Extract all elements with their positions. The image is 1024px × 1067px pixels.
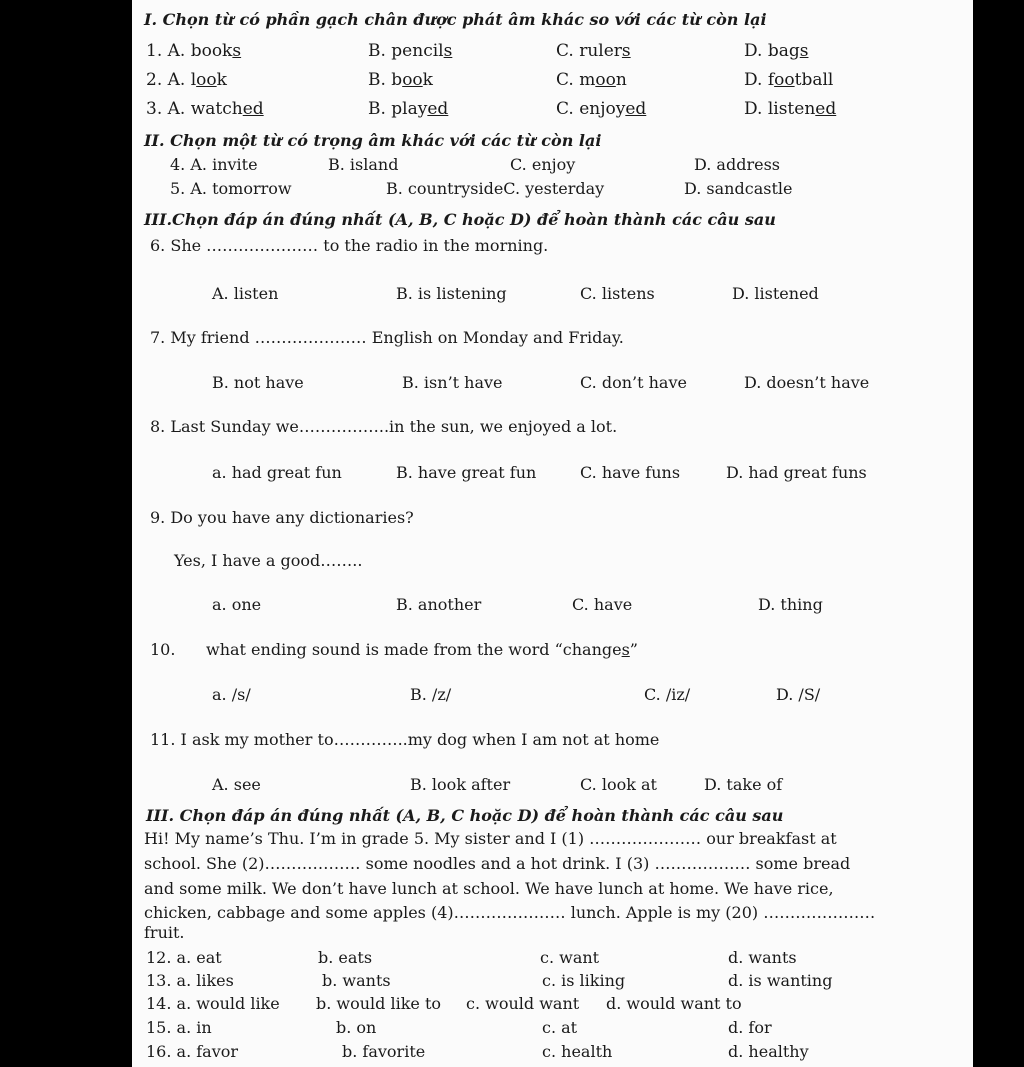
q8-option-a: a. had great fun bbox=[212, 463, 342, 482]
q9-option-c: C. have bbox=[572, 595, 633, 614]
q13-option-d: d. is wanting bbox=[728, 971, 833, 990]
q10-option-b: B. /z/ bbox=[410, 685, 452, 704]
q11-option-b: B. look after bbox=[410, 775, 511, 794]
q7-option-d: D. doesn’t have bbox=[744, 373, 870, 392]
q15-option-b: b. on bbox=[336, 1018, 377, 1037]
q12-option-b: b. eats bbox=[318, 948, 373, 967]
q12-option-c: c. want bbox=[540, 948, 600, 967]
q16-option-d: d. healthy bbox=[728, 1042, 809, 1061]
q16-option-a: 16. a. favor bbox=[146, 1042, 239, 1061]
q4-option-a: 4. A. invite bbox=[170, 155, 258, 174]
passage-line-3: and some milk. We don’t have lunch at school. We have lunch at home. We have rice, bbox=[144, 879, 834, 898]
q11-option-c: C. look at bbox=[580, 775, 657, 794]
q2-option-d: D. football bbox=[744, 70, 834, 90]
q9-stem: 9. Do you have any dictionaries? bbox=[150, 508, 414, 527]
q5-option-d: D. sandcastle bbox=[684, 179, 793, 198]
q3-option-d: D. listened bbox=[744, 99, 837, 119]
q5-option-bc: B. countrysideC. yesterday bbox=[386, 179, 605, 198]
section-3-heading: III.Chọn đáp án đúng nhất (A, B, C hoặc D) để hoàn thành các câu sau bbox=[144, 210, 776, 229]
worksheet-page bbox=[132, 0, 973, 1067]
q16-option-c: c. health bbox=[542, 1042, 613, 1061]
q9-option-a: a. one bbox=[212, 595, 262, 614]
q12-option-a: 12. a. eat bbox=[146, 948, 222, 967]
q8-option-b: B. have great fun bbox=[396, 463, 537, 482]
q2-option-a: 2. A. look bbox=[146, 70, 227, 90]
q14-option-d: d. would want to bbox=[606, 994, 742, 1013]
q6-option-d: D. listened bbox=[732, 284, 819, 303]
q11-option-d: D. take of bbox=[704, 775, 783, 794]
q15-option-d: d. for bbox=[728, 1018, 772, 1037]
q9-answer-line: Yes, I have a good…….. bbox=[174, 551, 363, 570]
passage-line-2: school. She (2)……………… some noodles and a hot drink. I (3) ……………… some bread bbox=[144, 854, 851, 873]
passage-line-1: Hi! My name’s Thu. I’m in grade 5. My sister and I (1) ………………… our breakfast at bbox=[144, 829, 837, 848]
q14-option-b: b. would like to bbox=[316, 994, 442, 1013]
q8-option-d: D. had great funs bbox=[726, 463, 867, 482]
q1-option-c: C. rulers bbox=[556, 41, 631, 61]
q16-option-b: b. favorite bbox=[342, 1042, 426, 1061]
q6-option-a: A. listen bbox=[212, 284, 279, 303]
section-4-heading: III. Chọn đáp án đúng nhất (A, B, C hoặc D) để hoàn thành các câu sau bbox=[146, 806, 784, 825]
q8-stem: 8. Last Sunday we……………..in the sun, we enjoyed a lot. bbox=[150, 417, 618, 436]
q6-option-c: C. listens bbox=[580, 284, 655, 303]
q4-option-c: C. enjoy bbox=[510, 155, 576, 174]
passage-line-4: chicken, cabbage and some apples (4)………………… lunch. Apple is my (20) ………………… bbox=[144, 903, 876, 922]
q4-option-b: B. island bbox=[328, 155, 399, 174]
q6-stem: 6. She ………………… to the radio in the morning. bbox=[150, 236, 549, 255]
q7-stem: 7. My friend ………………… English on Monday and Friday. bbox=[150, 328, 624, 347]
q15-option-c: c. at bbox=[542, 1018, 578, 1037]
q15-option-a: 15. a. in bbox=[146, 1018, 212, 1037]
q14-option-a: 14. a. would like bbox=[146, 994, 280, 1013]
q8-option-c: C. have funs bbox=[580, 463, 681, 482]
q12-option-d: d. wants bbox=[728, 948, 797, 967]
q13-option-a: 13. a. likes bbox=[146, 971, 234, 990]
q6-option-b: B. is listening bbox=[396, 284, 507, 303]
q9-option-b: B. another bbox=[396, 595, 482, 614]
q10-option-c: C. /iz/ bbox=[644, 685, 691, 704]
q3-option-b: B. played bbox=[368, 99, 449, 119]
q10-option-a: a. /s/ bbox=[212, 685, 251, 704]
q3-option-a: 3. A. watched bbox=[146, 99, 264, 119]
q10-stem: what ending sound is made from the word “changes” bbox=[206, 640, 638, 659]
q2-option-c: C. moon bbox=[556, 70, 627, 90]
q9-option-d: D. thing bbox=[758, 595, 823, 614]
q7-option-c: C. don’t have bbox=[580, 373, 687, 392]
q7-option-b: B. isn’t have bbox=[402, 373, 503, 392]
q11-option-a: A. see bbox=[212, 775, 261, 794]
q1-option-d: D. bags bbox=[744, 41, 809, 61]
section-1-heading: I. Chọn từ có phần gạch chân được phát âm khác so với các từ còn lại bbox=[144, 10, 767, 29]
q1-option-a: 1. A. books bbox=[146, 41, 242, 61]
q2-option-b: B. book bbox=[368, 70, 433, 90]
q13-option-c: c. is liking bbox=[542, 971, 626, 990]
q10-number: 10. bbox=[150, 640, 176, 659]
q13-option-b: b. wants bbox=[322, 971, 391, 990]
passage-line-5: fruit. bbox=[144, 923, 185, 942]
q7-option-a: B. not have bbox=[212, 373, 304, 392]
q4-option-d: D. address bbox=[694, 155, 780, 174]
q14-option-c: c. would want bbox=[466, 994, 580, 1013]
q5-option-a: 5. A. tomorrow bbox=[170, 179, 292, 198]
q1-option-b: B. pencils bbox=[368, 41, 453, 61]
section-2-heading: II. Chọn một từ có trọng âm khác với các từ còn lại bbox=[144, 131, 602, 150]
q10-option-d: D. /S/ bbox=[776, 685, 821, 704]
q11-stem: 11. I ask my mother to…………..my dog when I am not at home bbox=[150, 730, 660, 749]
q3-option-c: C. enjoyed bbox=[556, 99, 647, 119]
